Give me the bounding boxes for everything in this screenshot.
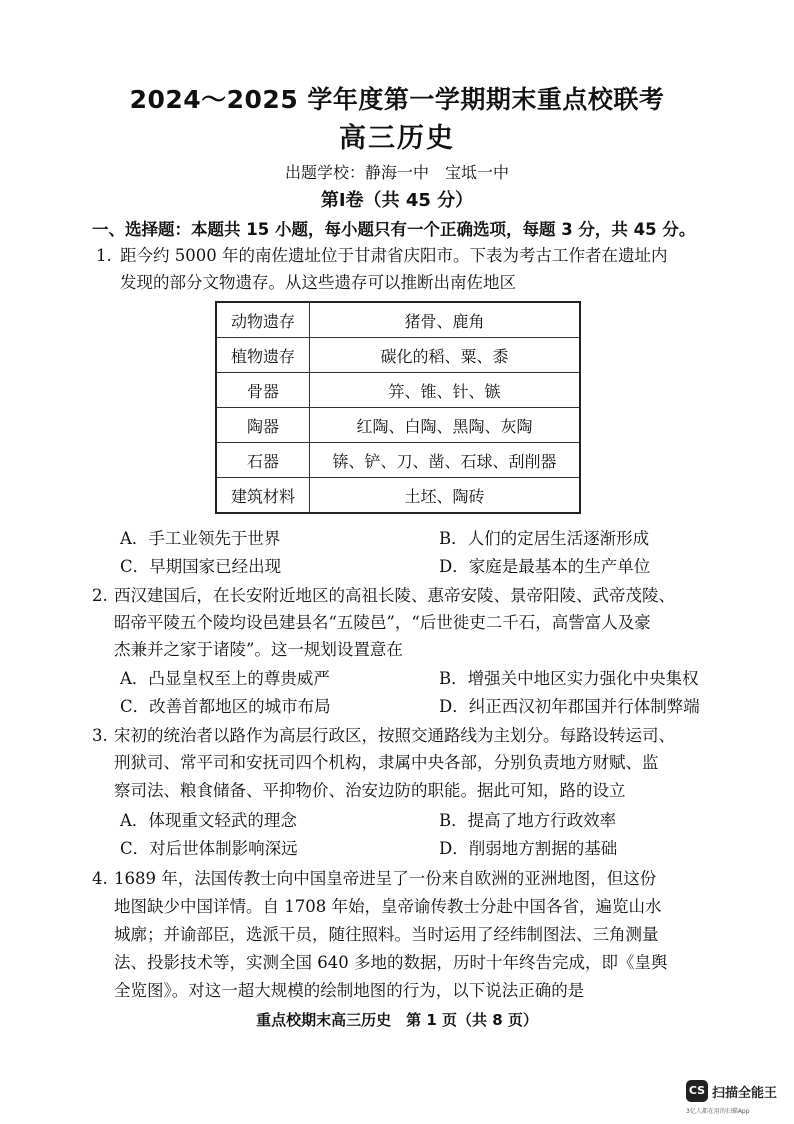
watermark-app-name: 扫描全能王	[712, 1086, 778, 1101]
question-4-number: 4.	[92, 869, 108, 888]
watermark-tagline: 3亿人都在用的扫描App	[686, 1108, 750, 1115]
table-row	[216, 302, 580, 338]
camscanner-logo-icon: CS	[686, 1080, 708, 1102]
exam-part-heading: 第Ⅰ卷（共 45 分）	[320, 190, 474, 211]
question-4-line-5: 全览图》。对这一超大规模的绘制地图的行为，以下说法正确的是	[114, 981, 585, 1000]
question-2-line-3: 杰兼并之家于诸陵”。这一规划设置意在	[114, 640, 403, 659]
table-cell-items: 土坯、陶砖	[310, 478, 581, 514]
question-2-option-a: A．凸显皇权至上的尊贵威严	[120, 669, 330, 688]
question-3-option-a: A．体现重文轻武的理念	[120, 811, 297, 830]
question-2-line-2: 昭帝平陵五个陵均设邑建县名“五陵邑”，“后世徙吏二千石，高訾富人及豪	[114, 613, 651, 632]
question-3-option-c: C．对后世体制影响深远	[120, 839, 298, 858]
table-row	[216, 338, 580, 373]
question-1-line-2: 发现的部分文物遗存。从这些遗存可以推断出南佐地区	[120, 273, 516, 292]
page-footer: 重点校期末高三历史 第 1 页（共 8 页）	[256, 1011, 538, 1029]
table-row	[216, 443, 580, 478]
table-cell-items: 碳化的稻、粟、黍	[310, 338, 581, 373]
table-cell-items: 猪骨、鹿角	[310, 302, 581, 338]
question-3-line-2: 刑狱司、常平司和安抚司四个机构，隶属中央各部，分别负责地方财赋、监	[114, 753, 659, 772]
table-cell-category: 植物遗存	[216, 338, 310, 373]
table-cell-category: 石器	[216, 443, 310, 478]
question-4-line-4: 法、投影技术等，实测全国 640 多地的数据，历时十年终告完成，即《皇舆	[114, 953, 668, 972]
table-cell-items: 红陶、白陶、黑陶、灰陶	[310, 408, 581, 443]
question-3-number: 3.	[92, 726, 108, 745]
question-2-number: 2.	[92, 586, 108, 605]
question-4-line-2: 地图缺少中国详情。自 1708 年始，皇帝谕传教士分赴中国各省，遍览山水	[114, 897, 662, 916]
question-1-option-d: D．家庭是最基本的生产单位	[439, 557, 651, 576]
relics-table	[215, 301, 581, 514]
table-row	[216, 478, 580, 514]
table-cell-items: 锛、铲、刀、凿、石球、刮削器	[310, 443, 581, 478]
section-instruction: 一、选择题：本题共 15 小题，每小题只有一个正确选项，每题 3 分，共 45 分。	[92, 220, 696, 239]
table-row	[216, 373, 580, 408]
table-cell-items: 笄、锥、针、镞	[310, 373, 581, 408]
question-1-option-a: A．手工业领先于世界	[120, 529, 281, 548]
table-cell-category: 骨器	[216, 373, 310, 408]
question-4-line-1: 1689 年，法国传教士向中国皇帝进呈了一份来自欧洲的亚洲地图，但这份	[114, 869, 657, 888]
table-cell-category: 建筑材料	[216, 478, 310, 514]
question-4-line-3: 城廓；并谕部臣，选派干员，随往照料。当时运用了经纬制图法、三角测量	[114, 925, 659, 944]
question-1-option-c: C．早期国家已经出现	[120, 557, 282, 576]
exam-subject: 高三历史	[339, 123, 455, 154]
scanner-watermark	[686, 1080, 786, 1116]
question-1-line-1: 距今约 5000 年的南佐遗址位于甘肃省庆阳市。下表为考古工作者在遗址内	[120, 246, 668, 265]
question-3-line-1: 宋初的统治者以路作为高层行政区，按照交通路线为主划分。每路设转运司、	[114, 726, 675, 745]
question-1-number: 1.	[96, 246, 112, 265]
question-3-option-d: D．削弱地方割据的基础	[439, 839, 618, 858]
table-cell-category: 动物遗存	[216, 302, 310, 338]
exam-schools: 出题学校：静海一中 宝坻一中	[284, 163, 509, 182]
table-cell-category: 陶器	[216, 408, 310, 443]
question-2-option-b: B．增强关中地区实力强化中央集权	[439, 669, 699, 688]
question-3-line-3: 察司法、粮食储备、平抑物价、治安边防的职能。据此可知，路的设立	[114, 781, 626, 800]
question-2-line-1: 西汉建国后，在长安附近地区的高祖长陵、惠帝安陵、景帝阳陵、武帝茂陵、	[114, 586, 675, 605]
question-1-option-b: B．人们的定居生活逐渐形成	[439, 529, 650, 548]
question-3-option-b: B．提高了地方行政效率	[439, 811, 617, 830]
exam-title: 2024～2025 学年度第一学期期末重点校联考	[129, 85, 665, 114]
question-2-option-d: D．纠正西汉初年郡国并行体制弊端	[439, 697, 700, 716]
table-row	[216, 408, 580, 443]
question-2-option-c: C．改善首都地区的城市布局	[120, 697, 331, 716]
